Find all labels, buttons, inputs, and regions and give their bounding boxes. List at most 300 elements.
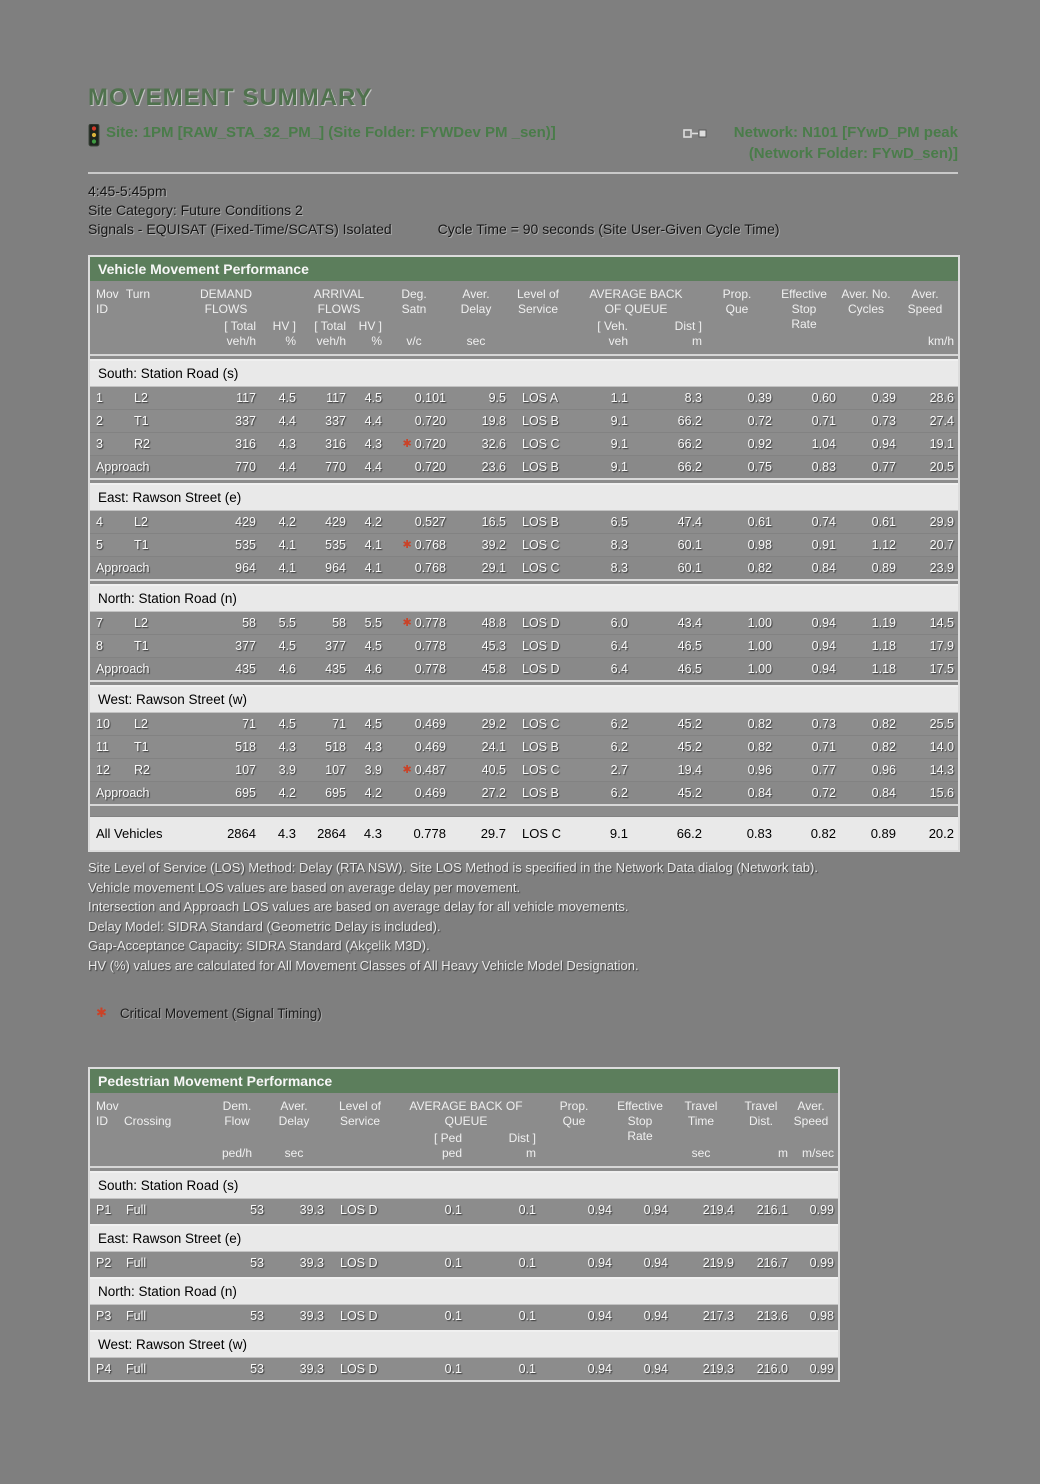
- value-text: 23.6: [481, 460, 506, 474]
- value-cell: [346, 391, 382, 405]
- header-text: [ Total: [224, 319, 256, 333]
- value-text: LOS B: [522, 515, 559, 529]
- section-band: South: Station Road (s): [90, 359, 958, 387]
- value-text: 0.768: [414, 561, 446, 575]
- value-text: LOS D: [522, 639, 560, 653]
- value-text: 1.18: [871, 639, 896, 653]
- header-unit: sec: [466, 334, 486, 348]
- value-cell: [446, 414, 506, 428]
- crossing-cell: Full: [126, 1256, 147, 1270]
- header-text: Level of: [516, 287, 560, 301]
- value-cell: [570, 561, 628, 575]
- value-cell: [296, 414, 346, 428]
- section-band: West: Rawson Street (w): [90, 1330, 838, 1358]
- value-text: 0.89: [871, 561, 896, 575]
- mov-id-cell: P1: [96, 1203, 112, 1217]
- value-cell: [702, 639, 772, 653]
- value-cell: [772, 616, 836, 630]
- value-text: 4.2: [364, 786, 382, 800]
- value-cell: [446, 616, 506, 630]
- value-cell: [346, 460, 382, 474]
- ped-table-title: Pedestrian Movement Performance: [90, 1069, 838, 1093]
- value-text: 429: [325, 515, 346, 529]
- value-text: 71: [242, 717, 256, 731]
- col-demand-flows: [156, 287, 296, 349]
- value-cell: [382, 662, 446, 676]
- value-text: 964: [235, 561, 256, 575]
- value-cell: [702, 717, 772, 731]
- value-text: 6.4: [610, 662, 628, 676]
- value-cell: [506, 639, 570, 653]
- header-text: FLOWS: [204, 302, 248, 316]
- value-cell: [702, 616, 772, 630]
- value-text: 0.1: [444, 1203, 462, 1217]
- header-text: Delay: [278, 1114, 310, 1128]
- value-cell: [702, 414, 772, 428]
- value-cell: [734, 1203, 788, 1217]
- mov-id-cell: 1: [96, 391, 103, 405]
- header-text: AVERAGE BACK OF: [409, 1099, 523, 1113]
- value-cell: [702, 561, 772, 575]
- traffic-light-icon: [88, 124, 100, 148]
- page-title: MOVEMENT SUMMARY: [88, 84, 373, 111]
- value-cell: [156, 639, 256, 653]
- critical-movement-icon: ✱: [402, 764, 412, 776]
- value-text: 4.2: [278, 786, 296, 800]
- value-cell: [256, 616, 296, 630]
- value-cell: [702, 763, 772, 777]
- value-text: 117: [326, 391, 346, 405]
- value-cell: [668, 1309, 734, 1323]
- value-text: 0.101: [414, 391, 446, 405]
- value-cell: [628, 616, 702, 630]
- value-cell: [506, 717, 570, 731]
- value-cell: [570, 616, 628, 630]
- value-cell: [772, 460, 836, 474]
- value-cell: [570, 786, 628, 800]
- value-cell: [836, 616, 896, 630]
- value-cell: [324, 1256, 396, 1270]
- value-cell: [256, 717, 296, 731]
- value-cell: [346, 616, 382, 630]
- header-text: Speed: [907, 302, 943, 316]
- value-text: LOS B: [522, 460, 559, 474]
- value-text: 0.61: [871, 515, 896, 529]
- value-text: 4.5: [364, 391, 382, 405]
- header-text: Dist ]: [508, 1131, 536, 1145]
- value-text: 0.99: [809, 1256, 834, 1270]
- report-page: [88, 84, 958, 1382]
- col-effective-stop-rate: [612, 1099, 668, 1161]
- header-unit: ped: [441, 1146, 462, 1160]
- header-text: OF QUEUE: [604, 302, 668, 316]
- value-cell: [836, 717, 896, 731]
- value-text: LOS D: [340, 1203, 378, 1217]
- value-text: 435: [325, 662, 346, 676]
- value-cell: [296, 391, 346, 405]
- col-aver-speed: [788, 1099, 834, 1161]
- value-text: 53: [250, 1203, 264, 1217]
- header-text: Aver.: [911, 287, 939, 301]
- value-cell: [156, 414, 256, 428]
- value-cell: [382, 437, 446, 451]
- header-unit: ped/h: [221, 1146, 253, 1160]
- value-text: 15.6: [929, 786, 954, 800]
- value-cell: [210, 1362, 264, 1376]
- value-text: LOS D: [340, 1362, 378, 1376]
- turn-cell: R2: [134, 437, 150, 451]
- header-text: Prop.: [722, 287, 752, 301]
- value-text: 0.94: [871, 437, 896, 451]
- footnote-line: Intersection and Approach LOS values are based on average delay for all vehicle movements.: [88, 899, 629, 914]
- value-cell: [256, 786, 296, 800]
- value-cell: [210, 1256, 264, 1270]
- header-text: Aver.: [462, 287, 490, 301]
- value-text: LOS B: [522, 414, 559, 428]
- value-cell: [210, 1309, 264, 1323]
- value-cell: [628, 740, 702, 754]
- header-text: Deg.: [401, 287, 427, 301]
- value-cell: [668, 1256, 734, 1270]
- value-text: 66.2: [677, 437, 702, 451]
- value-text: 29.2: [481, 717, 506, 731]
- value-text: 8.3: [610, 561, 628, 575]
- pedestrian-movement-table: [88, 1067, 840, 1382]
- value-text: 4.1: [278, 538, 296, 552]
- value-cell: [570, 826, 628, 841]
- header-unit: sec: [284, 1146, 304, 1160]
- value-cell: [296, 717, 346, 731]
- value-text: 47.4: [677, 515, 702, 529]
- report-header: [88, 122, 958, 164]
- value-text: 216.0: [756, 1362, 788, 1376]
- value-text: 3.9: [364, 763, 382, 777]
- mov-id-cell: 12: [96, 763, 110, 777]
- col-aver-speed: [896, 287, 954, 349]
- time-period: 4:45-5:45pm: [88, 183, 167, 199]
- header-text: Turn: [125, 287, 151, 301]
- value-text: 0.72: [747, 414, 772, 428]
- value-text: 58: [332, 616, 346, 630]
- section-band: East: Rawson Street (e): [90, 483, 958, 511]
- value-cell: [836, 826, 896, 841]
- value-text: 0.1: [444, 1362, 462, 1376]
- col-prop-que: [702, 287, 772, 349]
- value-text: 216.1: [756, 1203, 788, 1217]
- network-nodes-icon: [683, 127, 709, 140]
- header-text: Travel: [684, 1099, 718, 1113]
- value-cell: [256, 763, 296, 777]
- value-text: 107: [325, 763, 346, 777]
- value-text: 3.9: [278, 763, 296, 777]
- value-cell: [734, 1309, 788, 1323]
- value-text: 60.1: [677, 538, 702, 552]
- value-text: 1.00: [747, 662, 772, 676]
- value-text: 0.487: [414, 763, 446, 777]
- value-text: 2864: [227, 826, 256, 841]
- value-cell: [382, 538, 446, 552]
- all-vehicles-row: [90, 816, 958, 850]
- value-cell: [702, 391, 772, 405]
- value-cell: [734, 1362, 788, 1376]
- value-cell: [788, 1256, 834, 1270]
- value-text: 316: [235, 437, 256, 451]
- col-effective-stop-rate: [772, 287, 836, 349]
- value-cell: [156, 538, 256, 552]
- header-text: Rate: [791, 317, 817, 331]
- value-cell: [264, 1203, 324, 1217]
- value-text: 60.1: [677, 561, 702, 575]
- header-text: Que: [562, 1114, 586, 1128]
- value-text: 770: [235, 460, 256, 474]
- value-text: 964: [325, 561, 346, 575]
- header-text: Effective: [781, 287, 827, 301]
- value-cell: [788, 1309, 834, 1323]
- value-cell: [668, 1203, 734, 1217]
- critical-movement-icon: ✱: [402, 539, 412, 551]
- value-text: 0.469: [414, 740, 446, 754]
- value-text: 0.94: [643, 1256, 668, 1270]
- value-cell: [396, 1309, 462, 1323]
- value-cell: [446, 538, 506, 552]
- value-text: 0.1: [444, 1309, 462, 1323]
- header-text: ID: [96, 302, 108, 316]
- value-cell: [772, 786, 836, 800]
- value-cell: [836, 763, 896, 777]
- mov-id-cell: P2: [96, 1256, 112, 1270]
- value-cell: [772, 662, 836, 676]
- value-cell: [506, 538, 570, 552]
- value-text: 1.04: [811, 437, 836, 451]
- value-cell: [382, 826, 446, 841]
- value-cell: [156, 763, 256, 777]
- value-cell: [506, 460, 570, 474]
- value-cell: [702, 662, 772, 676]
- header-unit: m: [692, 334, 702, 348]
- value-cell: [156, 717, 256, 731]
- value-text: 219.4: [702, 1203, 734, 1217]
- value-text: 29.9: [929, 515, 954, 529]
- turn-cell: L2: [134, 616, 148, 630]
- value-cell: [836, 414, 896, 428]
- value-text: 0.96: [747, 763, 772, 777]
- value-text: 377: [235, 639, 256, 653]
- vehicle-row: [90, 612, 958, 634]
- header-text: Dem.: [222, 1099, 252, 1113]
- value-cell: [628, 763, 702, 777]
- value-cell: [772, 561, 836, 575]
- value-text: 213.6: [756, 1309, 788, 1323]
- value-text: 58: [242, 616, 256, 630]
- value-cell: [702, 740, 772, 754]
- vehicle-movement-table: [88, 255, 960, 852]
- value-cell: [772, 763, 836, 777]
- critical-note-text: Critical Movement (Signal Timing): [119, 1005, 322, 1021]
- value-text: 4.3: [278, 740, 296, 754]
- value-cell: [628, 639, 702, 653]
- value-text: 1.19: [871, 616, 896, 630]
- value-cell: [772, 437, 836, 451]
- value-cell: [702, 786, 772, 800]
- value-text: 2864: [317, 826, 346, 841]
- value-text: 9.5: [488, 391, 506, 405]
- value-text: LOS D: [340, 1256, 378, 1270]
- value-text: 518: [235, 740, 256, 754]
- value-text: 0.77: [871, 460, 896, 474]
- value-cell: [382, 763, 446, 777]
- value-cell: [346, 717, 382, 731]
- value-cell: [156, 740, 256, 754]
- value-cell: [296, 437, 346, 451]
- header-text: HV ]: [358, 319, 382, 333]
- value-text: 4.1: [364, 561, 382, 575]
- value-cell: [382, 639, 446, 653]
- value-text: 53: [250, 1256, 264, 1270]
- value-cell: [702, 826, 772, 841]
- approach-label: Approach: [96, 460, 150, 474]
- signals-info: Signals - EQUISAT (Fixed-Time/SCATS) Isolated: [88, 221, 392, 237]
- value-text: 695: [235, 786, 256, 800]
- value-cell: [788, 1362, 834, 1376]
- network-link[interactable]: [683, 122, 958, 164]
- value-cell: [446, 717, 506, 731]
- value-cell: [570, 414, 628, 428]
- header-text: [ Ped: [433, 1131, 462, 1145]
- value-cell: [896, 538, 954, 552]
- value-text: 48.8: [481, 616, 506, 630]
- value-cell: [570, 740, 628, 754]
- value-cell: [156, 515, 256, 529]
- value-cell: [446, 437, 506, 451]
- value-text: 4.3: [364, 437, 382, 451]
- header-text: Service: [517, 302, 558, 316]
- value-text: 1.00: [747, 616, 772, 630]
- value-text: LOS D: [340, 1309, 378, 1323]
- value-cell: [256, 460, 296, 474]
- value-cell: [324, 1362, 396, 1376]
- value-cell: [296, 740, 346, 754]
- header-text: ID: [96, 1114, 108, 1128]
- crossing-cell: Full: [126, 1203, 147, 1217]
- header-text: Aver.: [797, 1099, 825, 1113]
- value-cell: [462, 1309, 536, 1323]
- value-cell: [346, 515, 382, 529]
- value-cell: [506, 515, 570, 529]
- value-text: 1.00: [747, 639, 772, 653]
- value-cell: [836, 639, 896, 653]
- value-cell: [612, 1362, 668, 1376]
- value-cell: [506, 826, 570, 841]
- section-band: East: Rawson Street (e): [90, 1224, 838, 1252]
- header-text: AVERAGE BACK: [589, 287, 683, 301]
- header-unit: km/h: [927, 334, 954, 348]
- value-cell: [346, 786, 382, 800]
- header-text: Level of: [338, 1099, 382, 1113]
- header-text: Cycles: [847, 302, 884, 316]
- vehicle-row: [90, 432, 958, 455]
- approach-row: [90, 781, 958, 806]
- header-divider: [88, 172, 958, 174]
- vehicle-row: [90, 511, 958, 533]
- value-cell: [256, 561, 296, 575]
- report-meta: [88, 182, 958, 239]
- value-text: 0.469: [414, 786, 446, 800]
- value-text: 0.75: [747, 460, 772, 474]
- crossing-cell: Full: [126, 1362, 147, 1376]
- header-unit: v/c: [406, 334, 422, 348]
- value-cell: [896, 437, 954, 451]
- value-text: 9.1: [609, 826, 628, 841]
- value-text: 6.4: [610, 639, 628, 653]
- value-cell: [570, 437, 628, 451]
- all-vehicles-label: All Vehicles: [96, 826, 163, 841]
- value-text: 27.2: [481, 786, 506, 800]
- value-text: 46.5: [677, 639, 702, 653]
- site-link[interactable]: [88, 122, 663, 148]
- value-text: 4.4: [364, 460, 382, 474]
- col-crossing: [118, 1099, 210, 1161]
- value-text: 17.9: [929, 639, 954, 653]
- value-cell: [506, 561, 570, 575]
- value-text: 29.1: [481, 561, 506, 575]
- value-text: 219.3: [702, 1362, 734, 1376]
- value-text: 29.7: [480, 826, 506, 841]
- value-text: 216.7: [756, 1256, 788, 1270]
- mov-id-cell: 5: [96, 538, 103, 552]
- value-text: 4.4: [278, 414, 296, 428]
- col-travel-time: [668, 1099, 734, 1161]
- value-cell: [506, 662, 570, 676]
- value-text: 0.73: [871, 414, 896, 428]
- value-cell: [382, 460, 446, 474]
- value-text: 32.6: [481, 437, 506, 451]
- header-unit: %: [371, 334, 382, 348]
- approach-label: Approach: [96, 786, 150, 800]
- value-text: 6.2: [610, 740, 628, 754]
- value-text: 435: [235, 662, 256, 676]
- header-text: Time: [687, 1114, 715, 1128]
- value-cell: [570, 515, 628, 529]
- value-cell: [702, 538, 772, 552]
- value-cell: [462, 1256, 536, 1270]
- value-text: 6.0: [610, 616, 628, 630]
- approach-row: [90, 455, 958, 480]
- header-text: Mov: [96, 287, 119, 301]
- value-text: 0.720: [414, 437, 446, 451]
- value-cell: [256, 662, 296, 676]
- value-cell: [628, 437, 702, 451]
- value-cell: [570, 662, 628, 676]
- value-text: 4.5: [364, 639, 382, 653]
- value-text: LOS B: [522, 740, 559, 754]
- value-text: 4.4: [364, 414, 382, 428]
- col-aver-delay: [264, 1099, 324, 1161]
- value-cell: [256, 515, 296, 529]
- value-cell: [702, 515, 772, 529]
- value-text: 39.3: [299, 1256, 324, 1270]
- mov-id-cell: 3: [96, 437, 103, 451]
- value-cell: [296, 826, 346, 841]
- ped-row: [90, 1252, 838, 1274]
- value-text: 0.778: [414, 616, 446, 630]
- value-text: 0.94: [811, 616, 836, 630]
- value-text: 0.94: [587, 1362, 612, 1376]
- value-cell: [264, 1256, 324, 1270]
- value-cell: [210, 1203, 264, 1217]
- value-cell: [628, 391, 702, 405]
- header-unit: veh/h: [316, 334, 346, 348]
- value-cell: [296, 639, 346, 653]
